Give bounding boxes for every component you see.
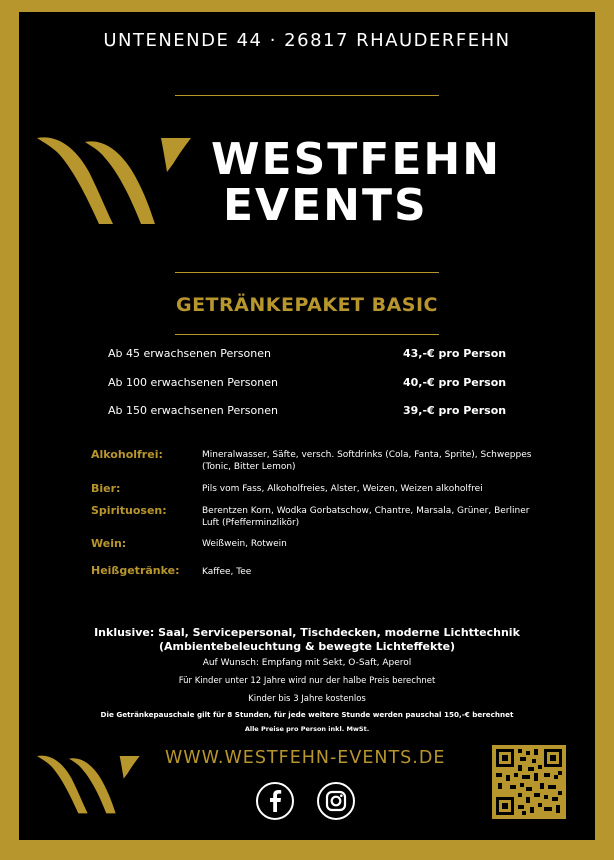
divider-top	[175, 95, 439, 96]
category-name: Bier:	[91, 482, 121, 495]
category-items: Pils vom Fass, Alkoholfreies, Alster, Weizen, Weizen alkoholfrei	[202, 484, 483, 494]
category-items: Weißwein, Rotwein	[202, 539, 287, 549]
inclusive-text: Inklusive: Saal, Servicepersonal, Tischdecken, moderne Lichttechnik	[94, 626, 520, 639]
inclusive-text-2: (Ambientebeleuchtung & bewegte Lichteffekte)	[158, 640, 456, 653]
category-items: Mineralwasser, Säfte, versch. Softdrinks (Cola, Fanta, Sprite), Schweppes (Tonic, Bitter Lemon)	[202, 450, 532, 472]
price-label: Ab 100 erwachsenen Personen	[108, 376, 278, 389]
poster-panel	[19, 12, 595, 840]
category-items: Kaffee, Tee	[202, 567, 252, 577]
category-items: Berentzen Korn, Wodka Gorbatschow, Chantre, Marsala, Grüner, Berliner Luft (Pfefferminzlikör)	[202, 506, 530, 528]
price-row	[108, 404, 528, 420]
price-value: 40,-€ pro Person	[403, 376, 507, 389]
children-3-text: Kinder bis 3 Jahre kostenlos	[248, 694, 366, 704]
logo-w-icon	[37, 132, 193, 228]
category-name: Wein:	[91, 537, 127, 550]
divider-title	[175, 334, 439, 335]
brand-name-line1: WESTFEHN	[211, 134, 502, 185]
wish-text: Auf Wunsch: Empfang mit Sekt, O-Saft, Aperol	[202, 658, 412, 668]
price-row	[108, 347, 528, 363]
category-name: Heißgetränke:	[91, 564, 180, 577]
price-label: Ab 150 erwachsenen Personen	[108, 404, 278, 417]
price-value: 43,-€ pro Person	[403, 347, 507, 360]
qr-code-icon[interactable]	[492, 745, 566, 819]
category-name: Alkoholfrei:	[91, 448, 163, 461]
price-value: 39,-€ pro Person	[403, 404, 507, 417]
divider-mid	[175, 272, 439, 273]
logo-w-icon	[37, 752, 141, 816]
duration-text: Die Getränkepauschale gilt für 8 Stunden, für jede weitere Stunde werden pauschal 150,-€ berechnet	[100, 710, 514, 719]
price-label: Ab 45 erwachsenen Personen	[108, 347, 271, 360]
price-row	[108, 376, 528, 392]
children-12-text: Für Kinder unter 12 Jahre wird nur der halbe Preis berechnet	[178, 676, 436, 686]
instagram-icon[interactable]	[317, 782, 355, 820]
address: UNTENENDE 44 · 26817 RHAUDERFEHN	[103, 30, 511, 51]
website-link[interactable]: WWW.WESTFEHN-EVENTS.DE	[165, 748, 446, 768]
facebook-icon[interactable]	[256, 782, 294, 820]
vat-text: Alle Preise pro Person inkl. MwSt.	[244, 725, 370, 733]
category-name: Spirituosen:	[91, 504, 167, 517]
brand-name-line2: EVENTS	[223, 180, 428, 231]
package-title: GETRÄNKEPAKET BASIC	[175, 294, 439, 316]
